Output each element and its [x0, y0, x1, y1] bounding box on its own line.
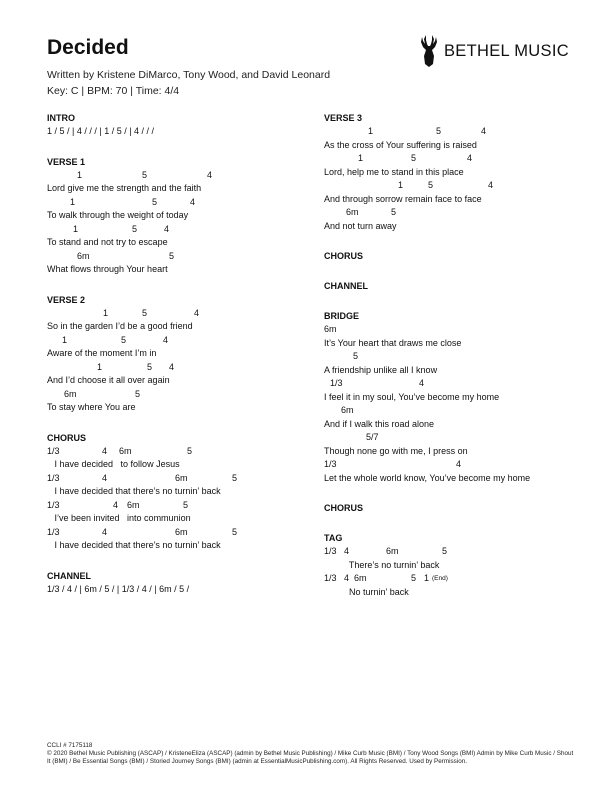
chord: 1/3: [324, 573, 337, 583]
chord: 6m: [175, 526, 188, 537]
chord: 5: [187, 445, 193, 456]
lyric-line: And I’d choose it all over again: [47, 375, 170, 385]
song-key-info: Key: C | BPM: 70 | Time: 4/4: [47, 85, 180, 97]
chord: 1: [398, 180, 404, 190]
chord: 4: [467, 153, 473, 163]
chord: 6m: [64, 388, 77, 399]
lyric-line: As the cross of Your suffering is raised: [324, 139, 477, 150]
chord: 5: [353, 351, 359, 361]
section-title: TAG: [324, 533, 343, 543]
chord: 5: [391, 207, 397, 217]
verse3-section: [324, 111, 589, 233]
chord: 5: [169, 250, 175, 261]
chord: 5: [152, 196, 158, 207]
chord-line: [47, 250, 312, 264]
chord-progression: 1 / 5 / | 4 / / / | 1 / 5 / | 4 / / /: [47, 126, 155, 136]
section-title: BRIDGE: [324, 311, 360, 321]
brand-name: BETHEL MUSIC: [444, 41, 569, 60]
chord-line: [324, 350, 589, 364]
lyric-line: What flows through Your heart: [47, 264, 168, 274]
stag-icon: [418, 34, 440, 68]
lyric-line: I feel it in my soul, You’ve become my home: [324, 391, 500, 402]
lyric-line: I have decided that there’s no turnin’ back: [47, 486, 221, 496]
section-title: CHORUS: [324, 503, 364, 513]
chord: 6m: [119, 445, 132, 456]
chord: 5: [232, 526, 238, 537]
chord-line: [47, 169, 312, 183]
channel-reference: [324, 279, 589, 293]
lyric-line: There’s no turnin’ back: [324, 559, 440, 570]
lyric-line: And through sorrow remain face to face: [324, 193, 482, 204]
chord: 6m: [354, 573, 367, 583]
bridge-section: [324, 309, 589, 485]
section-title: CHANNEL: [47, 570, 91, 581]
chord-line: [47, 196, 312, 210]
chord: 5: [132, 223, 138, 234]
section-title: VERSE 2: [47, 294, 86, 305]
chord: 6m: [346, 207, 359, 217]
chord: 1/3: [47, 526, 60, 537]
chord-line: [324, 179, 589, 193]
song-title: Decided: [47, 36, 129, 59]
chord: 1: [77, 169, 83, 180]
chord: 6m: [77, 250, 90, 261]
section-title: CHANNEL: [324, 281, 368, 291]
chord-line: [324, 545, 589, 559]
chord: 1: [103, 307, 109, 318]
lyric-line: It’s Your heart that draws me close: [324, 337, 462, 348]
chord: 5: [442, 546, 448, 556]
chord: 6m: [341, 405, 354, 415]
chord: 5: [411, 573, 417, 583]
chord: 4: [190, 196, 196, 207]
chord: 5/7: [366, 432, 379, 442]
chord: 4: [113, 499, 119, 510]
chord: 4: [207, 169, 213, 180]
chord-line: [324, 431, 589, 445]
lyric-line: I have decided to follow Jesus: [47, 459, 180, 469]
section-title: INTRO: [47, 113, 75, 123]
chorus-reference: [324, 249, 589, 263]
lyric-line: So in the garden I’d be a good friend: [47, 321, 193, 331]
chord: 4: [102, 526, 108, 537]
lyric-line: Lord, help me to stand in this place: [324, 166, 464, 177]
right-column: [324, 111, 589, 615]
lyric-line: And if I walk this road alone: [324, 418, 435, 429]
chord-line: [47, 499, 312, 513]
chord-line: [324, 377, 589, 391]
chord-line: [47, 388, 312, 402]
lyric-line: And not turn away: [324, 220, 397, 231]
chord-line: [47, 445, 312, 459]
verse2-section: [47, 293, 312, 415]
chord: 1/3: [324, 546, 337, 556]
chord: 1: [70, 196, 76, 207]
lyric-line: Though none go with me, I press on: [324, 445, 468, 456]
chord: 5: [428, 180, 434, 190]
chord-line: [324, 152, 589, 166]
lyric-line: Let the whole world know, You’ve become my home: [324, 472, 531, 483]
chord: 5: [232, 472, 238, 483]
chord: 4: [102, 445, 108, 456]
section-title: VERSE 1: [47, 156, 86, 167]
chord: 5: [142, 307, 148, 318]
lyric-line: Lord give me the strength and the faith: [47, 183, 202, 193]
chord: 4: [456, 459, 462, 469]
chord: 6m: [324, 324, 337, 334]
lyric-line: A friendship unlike all I know: [324, 364, 438, 375]
chord-line: [324, 458, 589, 472]
bethel-music-logo: [418, 34, 569, 68]
chorus-reference: [324, 501, 589, 515]
lyric-line: To walk through the weight of today: [47, 210, 189, 220]
chord-line: [324, 206, 589, 220]
chord-line: [324, 404, 589, 418]
chord: 4: [344, 573, 350, 583]
chord: 4: [163, 334, 169, 345]
section-title: CHORUS: [47, 432, 87, 443]
chord: 1/3: [330, 378, 343, 388]
chord: 6m: [386, 546, 399, 556]
chord: 5: [142, 169, 148, 180]
chord-line: [47, 361, 312, 375]
chord: 5: [121, 334, 127, 345]
chord: 4: [344, 546, 350, 556]
chord: 1/3: [47, 472, 60, 483]
end-marker: (End): [432, 575, 448, 582]
ccli-number: CCLI # 7175118: [47, 742, 93, 749]
chord: 1/3: [324, 459, 337, 469]
song-writers: Written by Kristene DiMarco, Tony Wood, and David Leonard: [47, 69, 331, 81]
section-title: VERSE 3: [324, 113, 363, 123]
chord: 1: [358, 153, 364, 163]
chord-line: [47, 526, 312, 540]
chord-line: [47, 223, 312, 237]
chord: 1: [368, 126, 374, 136]
chord: 1/3: [47, 445, 60, 456]
section-title: CHORUS: [324, 251, 364, 261]
copyright-notice: © 2020 Bethel Music Publishing (ASCAP) / KristeneEliza (ASCAP) (admin by Bethel Music Publishing) / Mike Curb Music (BMI) / Tony Wood Songs (BMI) Admin by Mike Curb Music / Shout It (BMI) / Be Essential Songs (BMI) / Storied Journey Songs (BMI) (admin at EssentialMusicPublishing.com). All Rights Reserved. Used by Permission.: [47, 750, 574, 766]
chord: 5: [135, 388, 141, 399]
chord: 4: [169, 361, 175, 372]
channel-section: [47, 569, 312, 597]
left-column: [47, 111, 312, 612]
lyric-line: I have decided that there’s no turnin’ back: [47, 540, 221, 550]
chord-line: [324, 125, 589, 139]
chord-line: [324, 572, 589, 586]
chord: 5: [436, 126, 442, 136]
chord: 6m: [175, 472, 188, 483]
lyric-line: Aware of the moment I’m in: [47, 348, 157, 358]
tag-section: [324, 531, 589, 599]
chord-line: [47, 307, 312, 321]
chord-progression: 1/3 / 4 / | 6m / 5 / | 1/3 / 4 / | 6m / 5 /: [47, 583, 190, 594]
chord: 4: [419, 378, 425, 388]
lyric-line: No turnin’ back: [324, 586, 409, 597]
chord-line: [47, 472, 312, 486]
chord: 1: [73, 223, 79, 234]
footer: [47, 742, 577, 767]
chord: 5: [411, 153, 417, 163]
chord: 6m: [127, 499, 140, 510]
chord: 1: [424, 573, 430, 583]
chord: 4: [194, 307, 200, 318]
chord: 5: [147, 361, 153, 372]
lyric-line: To stay where You are: [47, 402, 136, 412]
chord: 1: [62, 334, 68, 345]
chord: 1/3: [47, 499, 60, 510]
chord: 4: [102, 472, 108, 483]
chord: 4: [481, 126, 487, 136]
verse1-section: [47, 155, 312, 277]
chord-line: [47, 334, 312, 348]
chord: 5: [183, 499, 189, 510]
chord-line: [324, 323, 589, 337]
intro-section: [47, 111, 312, 139]
chord: 4: [164, 223, 170, 234]
lyric-line: I’ve been invited into communion: [47, 513, 191, 523]
lyric-line: To stand and not try to escape: [47, 237, 168, 247]
chord: 4: [488, 180, 494, 190]
chord: 1: [97, 361, 103, 372]
chorus-section: [47, 431, 312, 553]
